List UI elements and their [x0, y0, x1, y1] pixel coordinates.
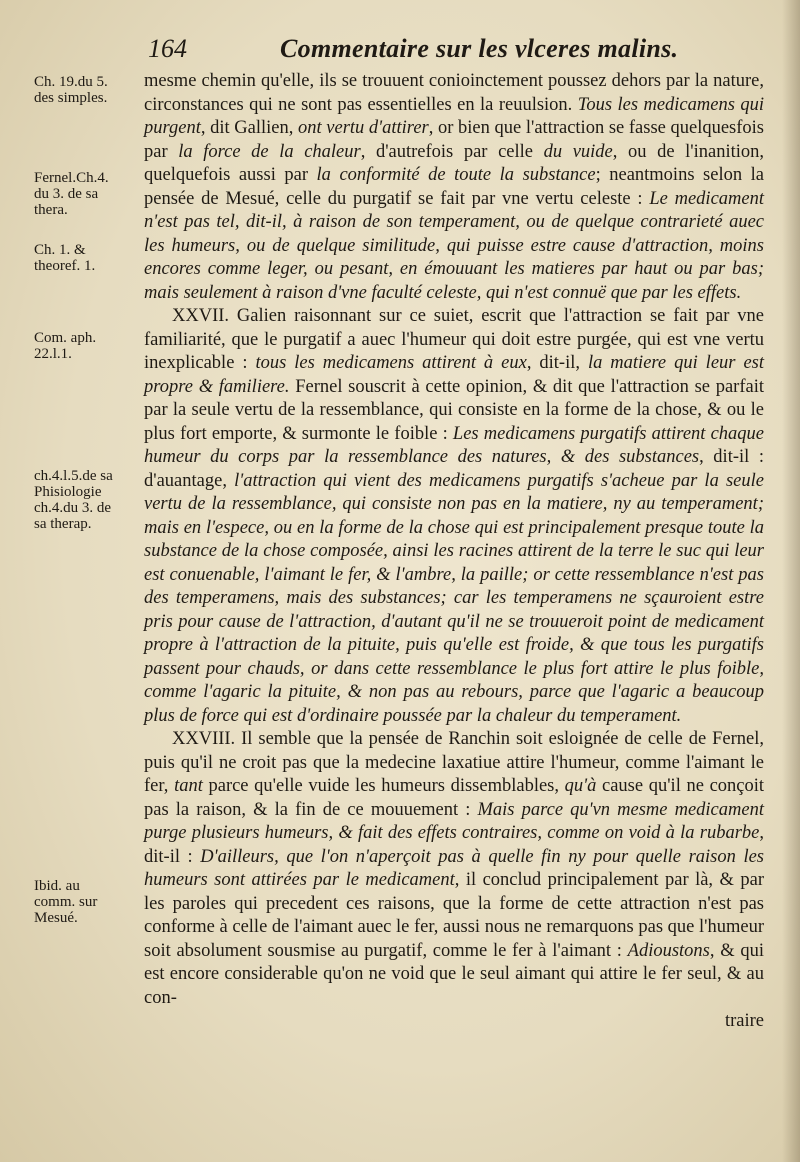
text-run: parce qu'elle vuide les humeurs dissemblables, — [202, 776, 565, 796]
quotation: qu'à — [564, 776, 597, 796]
quotation: la conformité de toute la substance — [316, 165, 596, 185]
page-number: 164 — [148, 34, 187, 63]
text-run: , dit Gallien, — [200, 118, 299, 138]
margin-note: Com. aph. 22.l.1. — [34, 330, 97, 362]
quotation: la matiere qui leur est propre & familiere. — [144, 353, 764, 397]
text-run: cause qu'il ne conçoit pas la raison, & la fin de ce mouuement : — [144, 776, 765, 820]
page-edge-shadow — [782, 0, 800, 1162]
paragraph-xxvii — [144, 305, 764, 728]
quotation: Tous les medicamens qui purgent — [144, 94, 764, 138]
text-run: , d'autrefois par celle — [360, 141, 544, 162]
margin-note: ch.4.l.5.de sa Phisiologie ch.4.du 3. de sa therap. — [34, 468, 113, 532]
main-text — [144, 70, 764, 1034]
margin-note: Ch. 1. & theoref. 1. — [34, 242, 96, 274]
text-run: , or bien que l'attraction se fasse quelquesfois par — [144, 118, 764, 162]
quotation: tous les medicamens attirent à eux — [255, 353, 527, 373]
text-run: XXVII. Galien raisonnant sur ce suiet, escrit que l'attraction se fait par vne familiarité, que le purgatif a auec l'humeur qui doit estre purgée, qui est vne vertu inexplicable : — [144, 306, 764, 373]
text-run: , & qui est encore considerable qu'on ne void que le seul aimant qui attire le fer seul, & au con- — [144, 940, 764, 1008]
margin-note: Ch. 19.du 5. des simples. — [34, 74, 108, 106]
text-run: XXVIII. Il semble que la pensée de Ranchin soit esloignée de celle de Fernel, puis qu'il ne croit pas que la medecine laxatiue attire l'humeur, comme l'aimant le fer, — [144, 729, 764, 796]
margin-note: Fernel.Ch.4. du 3. de sa thera. — [34, 170, 109, 218]
margin-note: Ibid. au comm. sur Mesué. — [34, 878, 98, 926]
quotation: Mais parce qu'vn mesme medicament purge plusieurs humeurs, & fait des effets contraires, comme on void à la rubarbe — [144, 799, 764, 843]
quotation: la force de la chaleur — [178, 141, 361, 162]
running-title: Commentaire sur les vlceres malins. — [280, 34, 679, 63]
text-run: , il conclud principalement par là, & par les paroles qui precedent ces raisons, que la forme de cette attraction n'est pas conforme à celle de l'aimant auec le fer, aussi nous ne remarquons pas que l'humeur soit absolument sousmise au purgatif, comme le fer à l'aimant : — [144, 870, 764, 961]
catchword: traire — [724, 1011, 764, 1031]
text-run: mesme chemin qu'elle, ils se trouuent conioinctement poussez dehors par la nature, circonstances qui ne sont pas essentielles en la reuulsion. — [144, 71, 764, 115]
text-run: ; neantmoins selon la pensée de Mesué, celle du purgatif se fait par vne vertu celeste : — [144, 165, 764, 209]
paragraph — [144, 70, 764, 305]
quotation: Adioustons — [627, 940, 710, 961]
quotation: tant — [174, 776, 203, 796]
text-run: , ou de l'inanition, quelquefois aussi par — [144, 141, 765, 185]
quotation: l'attraction qui vient des medicamens purgatifs s'acheue par la seule vertu de la ressemblance, qui consiste non pas en la matiere, ny au temperament; mais en l'espece, ou en la forme de la chose qui est principalement presque toute la substance de la chose composée, ainsi les racines attirent de la terre le suc qui leur est conuenable, l'aimant le fer, & l'ambre, la paille; or cette ressemblance n'est pas des temperamens, mais des substances; car les temperamens ne sçauroient estre pris pour cause de l'attraction, d'autant qu'il ne se trouueroit point de medicament propre à l'attraction de la pituite, puis qu'elle est froide, & que tous les purgatifs passent pour chauds, or dans cette ressemblance le plus fort attire le plus foible, comme l'agaric la pituite, & non pas au rebours, parce que l'agaric a beaucoup plus de force qui est d'ordinaire poussée par la chaleur du temperament. — [144, 470, 764, 726]
quotation: ont vertu d'attirer — [298, 118, 429, 138]
text-run: , dit-il : d'auantage, — [144, 447, 764, 491]
paragraph-xxviii — [144, 728, 764, 1010]
text-run: , dit-il, — [526, 353, 588, 373]
quotation: Le medicament n'est pas tel, dit-il, à raison de son temperament, ou de quelque contrarieté auec les humeurs, ou de quelque similitude, qui puisse estre cause d'attraction, moins encores comme leger, ou pesant, en émouuant les matieres par haut ou par bas; mais seulement à raison d'vne faculté celeste, qui n'est connuë que par les effets. — [144, 188, 764, 303]
text-run: Fernel souscrit à cette opinion, & dit que l'attraction se parfait par la seule vertu de la ressemblance, qui consiste en la forme de la chose, & ou le plus fort emporte, & surmonte le foible : — [144, 376, 764, 444]
quotation: du vuide — [543, 141, 613, 162]
catchword-line — [144, 1010, 764, 1034]
quotation: Les medicamens purgatifs attirent chaque humeur du corps par la ressemblance des natures, & des substances — [144, 423, 765, 467]
page-header — [140, 34, 780, 70]
quotation: D'ailleurs, que l'on n'aperçoit pas à quelle fin ny pour quelle raison les humeurs sont attirées par le medicament — [144, 846, 764, 890]
text-run: , dit-il : — [144, 823, 764, 867]
